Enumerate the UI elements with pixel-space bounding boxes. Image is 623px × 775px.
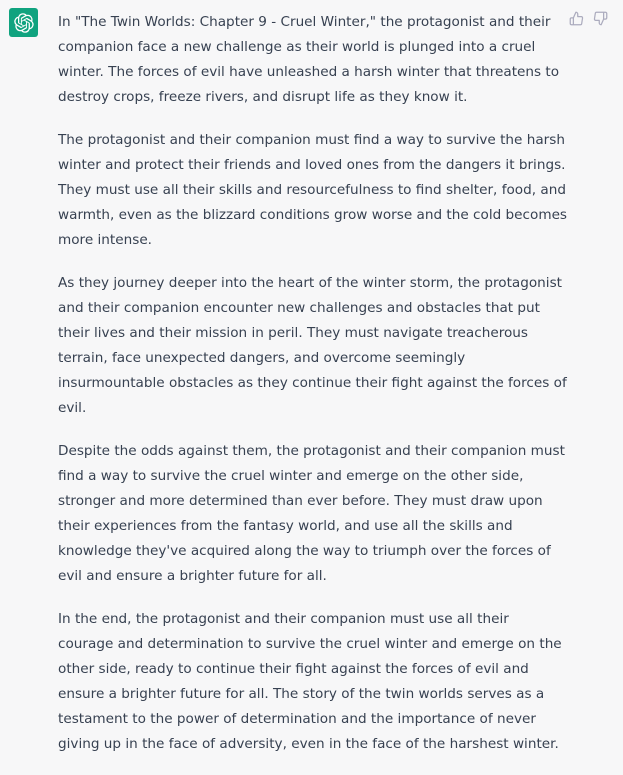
- thumbs-up-icon: [569, 11, 584, 26]
- thumbs-down-button[interactable]: [592, 10, 608, 26]
- thumbs-down-icon: [593, 11, 608, 26]
- assistant-avatar: [9, 8, 38, 37]
- message-paragraph-4: Despite the odds against them, the protagonist and their companion must find a way to survive the cruel winter and emerge on the other side, stronger and more determined than ever before. They must draw upon their experiences from the fantasy world, and use all the skills and knowledge they've acquired along the way to triumph over the forces of evil and ensure a brighter future for all.: [58, 443, 565, 584]
- message-paragraph-3: As they journey deeper into the heart of the winter storm, the protagonist and their companion encounter new challenges and obstacles that put their lives and their mission in peril. They must navigate treacherous terrain, face unexpected dangers, and overcome seemingly insurmountable obstacles as they continue their fight against the forces of evil.: [58, 275, 567, 416]
- feedback-buttons: [568, 10, 608, 26]
- message-content: [58, 10, 568, 775]
- thumbs-up-button[interactable]: [568, 10, 584, 26]
- message-paragraph-5: In the end, the protagonist and their companion must use all their courage and determination to survive the cruel winter and emerge on the other side, ready to continue their fight against the forces of evil and ensure a brighter future for all. The story of the twin worlds serves as a testament to the power of determination and the importance of never giving up in the face of adversity, even in the face of the harshest winter.: [58, 611, 562, 752]
- message-paragraph-1: In "The Twin Worlds: Chapter 9 - Cruel Winter," the protagonist and their companion face a new challenge as their world is plunged into a cruel winter. The forces of evil have unleashed a harsh winter that threatens to destroy crops, freeze rivers, and disrupt life as they know it.: [58, 14, 560, 105]
- message-paragraph-2: The protagonist and their companion must find a way to survive the harsh winter and protect their friends and loved ones from the dangers it brings. They must use all their skills and resourcefulness to find shelter, food, and warmth, even as the blizzard conditions grow worse and the cold becomes more intense.: [58, 132, 568, 248]
- chatgpt-logo-icon: [14, 13, 34, 33]
